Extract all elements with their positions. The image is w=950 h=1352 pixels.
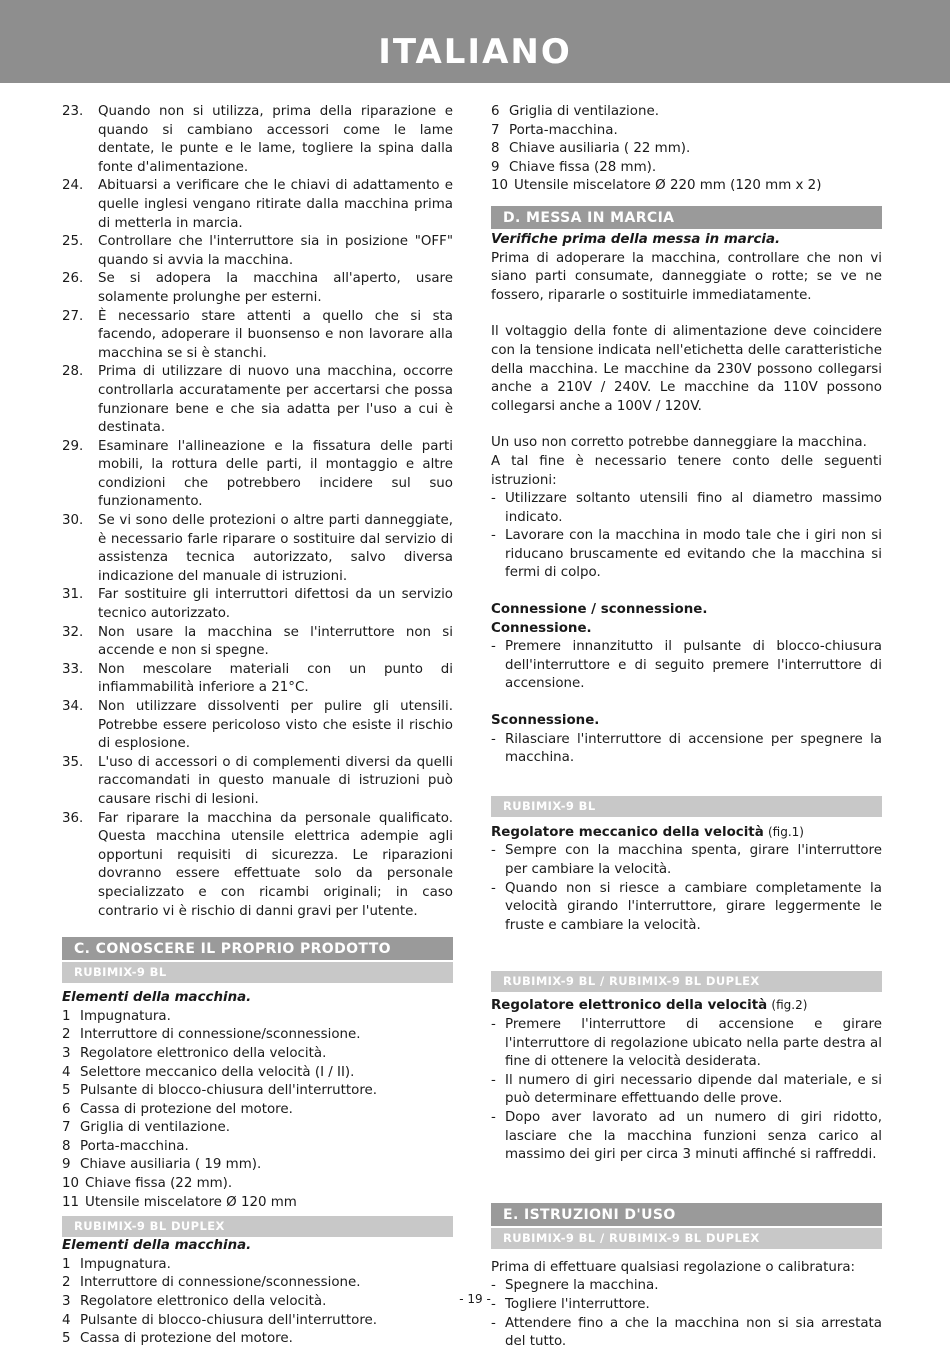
safety-rule-text: Far sostituire gli interruttori difettosi da un servizio tecnico autorizzato. bbox=[98, 587, 453, 622]
bullet-dash: - bbox=[491, 1016, 496, 1032]
safety-rule-number: 32. bbox=[62, 624, 84, 640]
verify-paragraph-2: Il voltaggio della fonte di alimentazione deve coincidere con la tensione indicata nell'etichetta delle caratteristiche della macchina. Le macchine da 230V possono collegarsi anche a 210V / 240V. Le macchine da 110V possono collegarsi anche a 100V / 120V. bbox=[491, 324, 882, 414]
verify-paragraph-1: Prima di adoperare la macchina, controllare che non vi siano parti consumate, danneggiate o rotte; se ve ne fossero, ripararle o sostituirle immediatamente. bbox=[491, 250, 882, 303]
connection-title: Connessione / sconnessione. bbox=[491, 602, 708, 618]
safety-rule-number: 34. bbox=[62, 699, 84, 714]
element-item-duplex bbox=[491, 140, 882, 159]
verify-item bbox=[491, 527, 882, 583]
elec-speed-item-text: Premere l'interruttore di accensione e girare l'interruttore di regolazione ubicato nella parte destra al fine di ottenere la velocità desiderata. bbox=[505, 1016, 882, 1070]
element-item-duplex-text: Utensile miscelatore Ø 220 mm (120 mm x 2) bbox=[514, 178, 822, 194]
bullet-dash: - bbox=[491, 528, 496, 544]
safety-rule-text: Non utilizzare dissolventi per pulire gli utensili. Potrebbe essere pericoloso visto che esiste il rischio di esplosione. bbox=[98, 699, 453, 752]
bullet-dash: - bbox=[491, 843, 496, 859]
element-item-number: 5 bbox=[62, 1083, 71, 1099]
element-item bbox=[62, 1026, 453, 1045]
elec-speed-item bbox=[491, 1016, 882, 1072]
element-item-duplex-text: Regolatore elettronico della velocità. bbox=[80, 1294, 327, 1310]
safety-rule-number: 27. bbox=[62, 308, 84, 324]
safety-rule-text: È necessario stare attenti a quello che si sta facendo, adoperare il buonsenso e non lavorare alla macchina se si è stanchi. bbox=[98, 308, 453, 361]
element-item-duplex-text: Griglia di ventilazione. bbox=[509, 104, 659, 119]
bullet-dash: - bbox=[491, 731, 496, 747]
mech-speed-label: Regolatore meccanico della velocità bbox=[491, 824, 764, 840]
element-item bbox=[62, 1156, 453, 1175]
safety-rule-number: 23. bbox=[62, 104, 84, 119]
elec-speed-item bbox=[491, 1109, 882, 1165]
safety-rule-text: Non mescolare materiali con un punto di infiammabilità inferiore a 21°C. bbox=[98, 661, 453, 696]
elec-speed-item-text: Il numero di giri necessario dipende dal materiale, e si può determinare effettuando delle prove. bbox=[505, 1072, 882, 1107]
element-item bbox=[62, 1082, 453, 1101]
mech-speed-item bbox=[491, 842, 882, 879]
safety-rule-number: 25. bbox=[62, 234, 84, 250]
element-item-duplex-number: 4 bbox=[62, 1312, 71, 1328]
element-item bbox=[62, 1064, 453, 1083]
element-item-duplex-text: Porta-macchina. bbox=[509, 122, 618, 138]
element-item-text: Pulsante di blocco-chiusura dell'interruttore. bbox=[80, 1083, 378, 1099]
model-heading-duplex: RUBIMIX-9 BL DUPLEX bbox=[62, 1216, 453, 1237]
element-item-duplex-text: Cassa di protezione del motore. bbox=[80, 1331, 293, 1347]
safety-rule-number: 31. bbox=[62, 587, 84, 603]
element-item-duplex-text: Interruttore di connessione/sconnessione. bbox=[80, 1275, 361, 1291]
elements-title-duplex: Elementi della macchina. bbox=[62, 1238, 252, 1254]
mech-speed-item-text: Sempre con la macchina spenta, girare l'interruttore per cambiare la velocità. bbox=[505, 843, 882, 877]
bullet-dash: - bbox=[491, 491, 496, 507]
element-item-number: 4 bbox=[62, 1064, 71, 1080]
element-item-number: 9 bbox=[62, 1157, 71, 1173]
element-item-duplex-number: 7 bbox=[491, 122, 500, 138]
element-item-text: Selettore meccanico della velocità (I / II). bbox=[80, 1064, 355, 1080]
element-item-number: 7 bbox=[62, 1120, 71, 1136]
safety-rule-number: 24. bbox=[62, 178, 84, 194]
safety-rule bbox=[62, 308, 453, 364]
bullet-dash: - bbox=[491, 1278, 496, 1294]
verify-title: Verifiche prima della messa in marcia. bbox=[491, 231, 781, 247]
safety-rule-text: Quando non si utilizza, prima della riparazione e quando si cambiano accessori come le lame dentate, le punte e le lame, togliere la spina dalla fonte d'alimentazione. bbox=[98, 104, 453, 175]
elec-speed-list bbox=[491, 1016, 882, 1165]
elec-speed-fig: (fig.2) bbox=[771, 998, 808, 1013]
element-item-duplex bbox=[62, 1330, 453, 1349]
bullet-dash: - bbox=[491, 639, 496, 655]
safety-rule-number: 35. bbox=[62, 754, 84, 770]
left-column bbox=[62, 103, 453, 1349]
disconnection-subtitle: Sconnessione. bbox=[491, 713, 600, 729]
element-item-duplex-text: Chiave fissa (28 mm). bbox=[509, 159, 657, 175]
safety-rule bbox=[62, 810, 453, 922]
safety-rule bbox=[62, 103, 453, 177]
element-item-duplex bbox=[491, 103, 882, 122]
element-item-duplex bbox=[62, 1312, 453, 1331]
safety-rule-number: 33. bbox=[62, 661, 84, 677]
element-item-duplex bbox=[62, 1274, 453, 1293]
element-item-text: Griglia di ventilazione. bbox=[80, 1120, 230, 1136]
element-item bbox=[62, 1008, 453, 1027]
element-item-number: 6 bbox=[62, 1101, 71, 1117]
bullet-dash: - bbox=[491, 1315, 496, 1331]
verify-item-text: Lavorare con la macchina in modo tale che i giri non si riducano bruscamente ed evitando che la macchina si fermi di colpo. bbox=[505, 528, 882, 581]
safety-rule-text: Se si adopera la macchina all'aperto, usare solamente prolunghe per esterni. bbox=[98, 271, 453, 305]
right-column bbox=[491, 103, 882, 1352]
safety-rule bbox=[62, 624, 453, 661]
section-c-heading: C. CONOSCERE IL PROPRIO PRODOTTO bbox=[62, 937, 453, 960]
element-item-text: Impugnatura. bbox=[80, 1008, 171, 1024]
connection-item bbox=[491, 638, 882, 694]
verify-list bbox=[491, 490, 882, 583]
element-item-duplex-number: 5 bbox=[62, 1331, 71, 1347]
page-number: - 19 - bbox=[459, 1292, 491, 1306]
safety-rule-number: 29. bbox=[62, 438, 84, 454]
disconnection-item bbox=[491, 731, 882, 768]
model-heading-rubimix9bl: RUBIMIX-9 BL bbox=[62, 960, 453, 983]
element-item-duplex-number: 1 bbox=[62, 1256, 71, 1272]
elec-speed-item bbox=[491, 1072, 882, 1109]
bullet-dash: - bbox=[491, 1109, 496, 1125]
safety-rule-text: Non usare la macchina se l'interruttore non si accende e non si spegne. bbox=[98, 624, 453, 659]
element-item-number: 10 bbox=[62, 1176, 80, 1192]
safety-rule-text: L'uso di accessori o di complementi diversi da quelli raccomandati in questo manuale di istruzioni può causare rischi di lesioni. bbox=[98, 754, 453, 807]
elements-list-duplex-continued bbox=[491, 103, 882, 196]
verify-paragraph-4: A tal fine è necessario tenere conto delle seguenti istruzioni: bbox=[491, 453, 882, 488]
element-item-duplex-number: 10 bbox=[491, 178, 509, 194]
element-item-duplex-text: Impugnatura. bbox=[80, 1256, 171, 1272]
elements-list bbox=[62, 1008, 453, 1213]
element-item-duplex-text: Chiave ausiliaria ( 22 mm). bbox=[509, 141, 691, 157]
elements-title: Elementi della macchina. bbox=[62, 990, 252, 1006]
mech-speed-title bbox=[491, 823, 882, 843]
model-heading-both: RUBIMIX-9 BL / RUBIMIX-9 BL DUPLEX bbox=[491, 971, 882, 992]
element-item-duplex-number: 9 bbox=[491, 159, 500, 175]
safety-rule bbox=[62, 233, 453, 270]
elec-speed-item-text: Dopo aver lavorato ad un numero di giri ridotto, lasciare che la macchina funzioni senza carico al massimo dei giri per circa 3 minuti affinché si raffreddi. bbox=[505, 1109, 882, 1163]
bullet-dash: - bbox=[491, 1072, 496, 1088]
page-title: ITALIANO bbox=[378, 32, 572, 72]
safety-rule bbox=[62, 438, 453, 512]
bullet-dash: - bbox=[491, 880, 496, 896]
mech-speed-item-text: Quando non si riesce a cambiare completamente la velocità girando l'interruttore, girare leggermente le fruste e cambiare la velocità. bbox=[505, 880, 882, 933]
safety-rule bbox=[62, 754, 453, 810]
mech-speed-fig: (fig.1) bbox=[768, 824, 804, 839]
connection-subtitle: Connessione. bbox=[491, 620, 592, 636]
verify-item bbox=[491, 490, 882, 527]
use-list bbox=[491, 1277, 882, 1351]
safety-rule-text: Controllare che l'interruttore sia in posizione "OFF" quando si avvia la macchina. bbox=[98, 234, 453, 268]
disconnection-item-text: Rilasciare l'interruttore di accensione per spegnere la macchina. bbox=[505, 731, 882, 766]
element-item-text: Utensile miscelatore Ø 120 mm bbox=[85, 1194, 297, 1210]
element-item-duplex bbox=[62, 1256, 453, 1275]
use-paragraph: Prima di effettuare qualsiasi regolazione o calibratura: bbox=[491, 1259, 856, 1275]
element-item bbox=[62, 1138, 453, 1157]
safety-rule-number: 30. bbox=[62, 513, 84, 529]
safety-rule bbox=[62, 698, 453, 754]
element-item-duplex bbox=[491, 177, 882, 196]
elec-speed-label: Regolatore elettronico della velocità bbox=[491, 998, 768, 1014]
element-item-duplex bbox=[491, 159, 882, 178]
safety-rules-list bbox=[62, 103, 453, 921]
safety-rule-text: Prima di utilizzare di nuovo una macchina, occorre controllarla accuratamente per accertarsi che possa funzionare bene e che sia adatta per l'uso a cui è destinata. bbox=[98, 364, 453, 436]
safety-rule bbox=[62, 586, 453, 623]
use-item-text: Togliere l'interruttore. bbox=[505, 1296, 650, 1312]
section-d-heading: D. MESSA IN MARCIA bbox=[491, 206, 882, 229]
element-item-text: Cassa di protezione del motore. bbox=[80, 1101, 293, 1117]
verify-paragraph-3: Un uso non corretto potrebbe danneggiare la macchina. bbox=[491, 435, 867, 451]
element-item-text: Interruttore di connessione/sconnessione. bbox=[80, 1027, 361, 1043]
bullet-dash: - bbox=[491, 1296, 496, 1312]
mech-speed-item bbox=[491, 880, 882, 936]
element-item-text: Regolatore elettronico della velocità. bbox=[80, 1045, 327, 1061]
element-item-duplex-number: 3 bbox=[62, 1294, 71, 1310]
safety-rule bbox=[62, 177, 453, 233]
safety-rule bbox=[62, 363, 453, 437]
element-item-text: Chiave ausiliaria ( 19 mm). bbox=[80, 1157, 262, 1173]
element-item-duplex-number: 2 bbox=[62, 1275, 71, 1291]
verify-item-text: Utilizzare soltanto utensili fino al diametro massimo indicato. bbox=[505, 491, 882, 525]
element-item-number: 8 bbox=[62, 1138, 71, 1154]
safety-rule bbox=[62, 661, 453, 698]
element-item bbox=[62, 1101, 453, 1120]
element-item-text: Porta-macchina. bbox=[80, 1138, 189, 1154]
safety-rule-text: Far riparare la macchina da personale qualificato. Questa macchina utensile elettrica adempie agli opportuni requisiti di sicurezza. Le riparazioni dovranno essere effettuate solo da personale specializzato e con ricambi originali; in caso contrario vi è rischio di danni gravi per l'utente. bbox=[98, 810, 453, 919]
element-item bbox=[62, 1194, 453, 1213]
element-item-duplex bbox=[491, 122, 882, 141]
safety-rule-text: Esaminare l'allineazione e la fissatura delle parti mobili, la rottura delle parti, il montaggio e altre condizioni che potrebbero incidere sul suo funzionamento. bbox=[98, 438, 453, 510]
safety-rule-text: Se vi sono delle protezioni o altre parti danneggiate, è necessario farle riparare o sostituire dal servizio di assistenza tecnica autorizzato, salvo diversa indicazione del manuale di istruzioni. bbox=[98, 513, 453, 584]
disconnection-list bbox=[491, 731, 882, 768]
element-item bbox=[62, 1119, 453, 1138]
safety-rule bbox=[62, 270, 453, 307]
safety-rule-number: 36. bbox=[62, 810, 84, 826]
use-item-text: Attendere fino a che la macchina non si sia arrestata del tutto. bbox=[505, 1315, 882, 1350]
model-heading-rubimix9bl-2: RUBIMIX-9 BL bbox=[491, 796, 882, 817]
element-item bbox=[62, 1175, 453, 1194]
connection-item-text: Premere innanzitutto il pulsante di blocco-chiusura dell'interruttore e di seguito premere l'interruttore di accensione. bbox=[505, 639, 882, 692]
element-item-number: 11 bbox=[62, 1194, 80, 1210]
element-item-duplex-number: 6 bbox=[491, 104, 500, 119]
elec-speed-title bbox=[491, 996, 882, 1016]
element-item-number: 1 bbox=[62, 1008, 71, 1024]
language-banner bbox=[0, 0, 950, 83]
element-item-duplex-number: 8 bbox=[491, 141, 500, 157]
element-item-duplex-text: Pulsante di blocco-chiusura dell'interruttore. bbox=[80, 1312, 378, 1328]
element-item-text: Chiave fissa (22 mm). bbox=[85, 1176, 233, 1192]
section-e-heading: E. ISTRUZIONI D'USO bbox=[491, 1203, 882, 1226]
safety-rule bbox=[62, 512, 453, 586]
element-item bbox=[62, 1045, 453, 1064]
element-item-number: 3 bbox=[62, 1045, 71, 1061]
connection-list bbox=[491, 638, 882, 694]
mech-speed-list bbox=[491, 842, 882, 935]
model-heading-both-2: RUBIMIX-9 BL / RUBIMIX-9 BL DUPLEX bbox=[491, 1226, 882, 1249]
use-item-text: Spegnere la macchina. bbox=[505, 1278, 659, 1294]
safety-rule-number: 26. bbox=[62, 271, 84, 287]
safety-rule-number: 28. bbox=[62, 364, 84, 380]
element-item-number: 2 bbox=[62, 1027, 71, 1043]
safety-rule-text: Abituarsi a verificare che le chiavi di adattamento e quelle inglesi vengano ritirate dalla macchina prima di metterla in marcia. bbox=[98, 178, 453, 231]
use-item bbox=[491, 1315, 882, 1352]
